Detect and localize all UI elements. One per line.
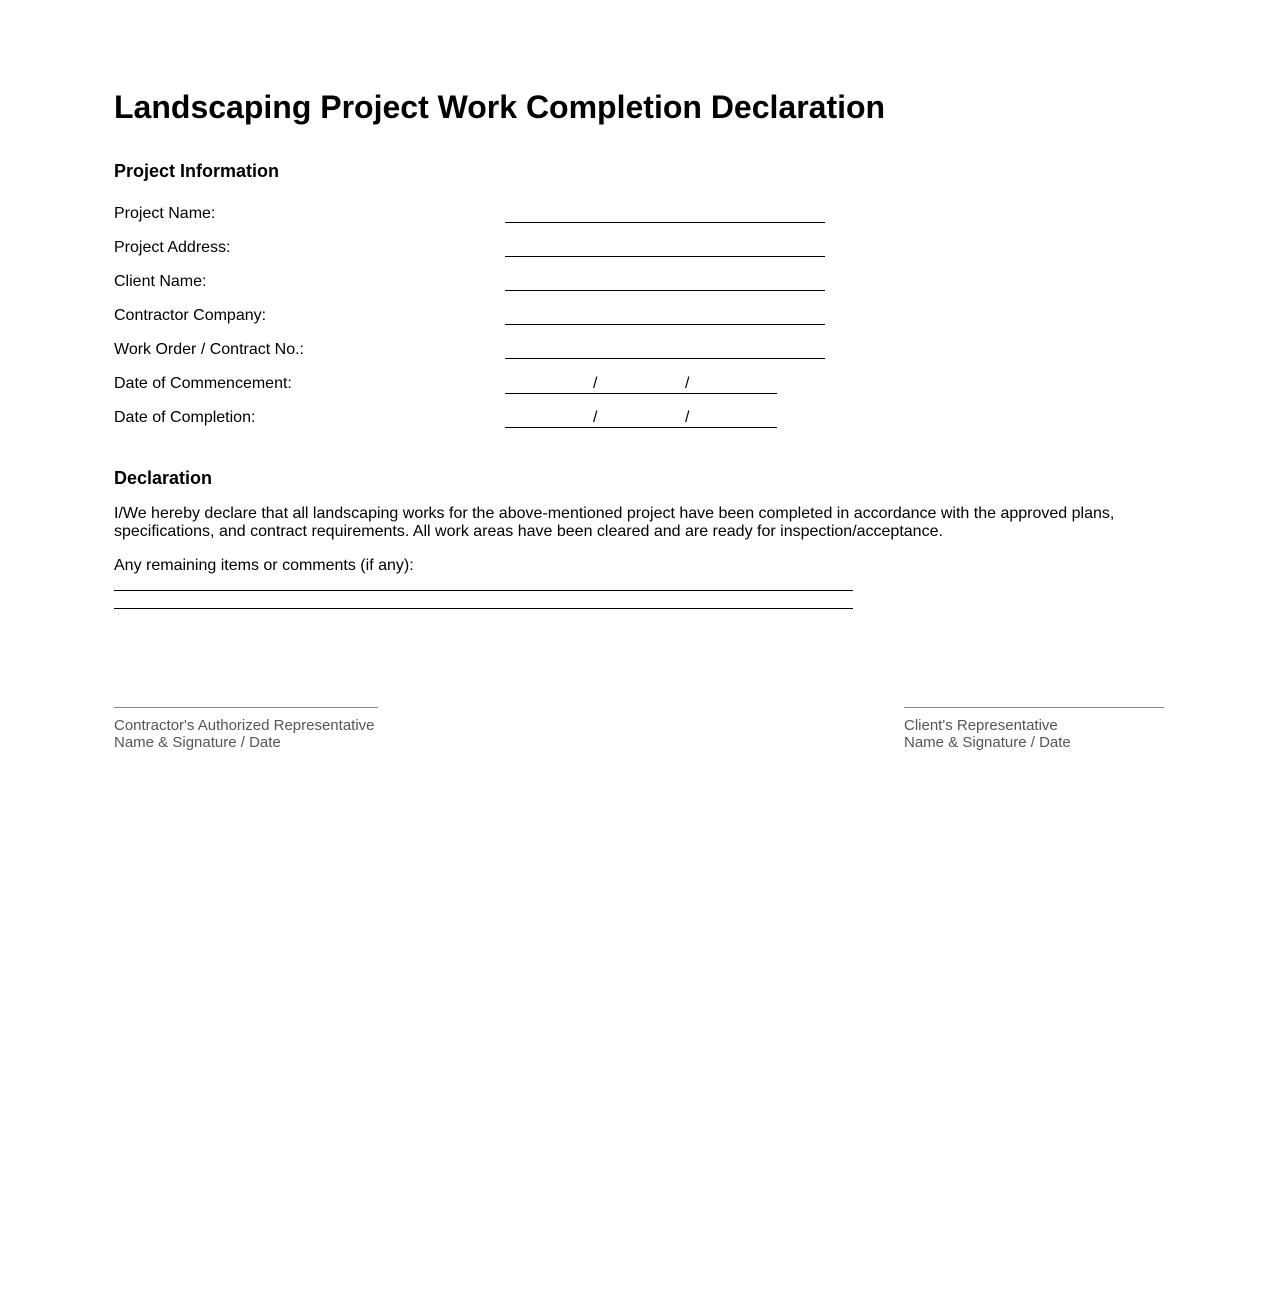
client-signature-block: [904, 707, 1164, 751]
field-work-order: [114, 341, 914, 361]
field-project-name: [114, 205, 914, 225]
work-order-blank[interactable]: [505, 358, 825, 359]
date-completion-blank[interactable]: [505, 409, 777, 428]
field-contractor-company: [114, 307, 914, 327]
declaration-text: I/We hereby declare that all landscaping works for the above-mentioned project have been completed in accordance with the approved plans, specifications, and contract requirements. All work areas have been cleared and are ready for inspection/acceptance.: [114, 505, 1115, 540]
field-label: Client Name:: [114, 273, 207, 290]
client-signature-title: Client's Representative: [904, 717, 1058, 734]
contractor-signature-title: Contractor's Authorized Representative: [114, 717, 375, 734]
client-signature-caption: Name & Signature / Date: [904, 734, 1071, 751]
date-day-blank[interactable]: [505, 409, 593, 428]
field-label: Contractor Company:: [114, 307, 267, 324]
field-label: Project Address:: [114, 239, 231, 256]
contractor-signature-line[interactable]: [114, 707, 378, 708]
date-month-blank[interactable]: [597, 375, 685, 394]
date-separator: /: [685, 409, 690, 426]
document-title: Landscaping Project Work Completion Declaration: [114, 89, 886, 125]
field-label: Date of Commencement:: [114, 375, 292, 392]
comments-line-2[interactable]: [114, 608, 853, 609]
field-label: Date of Completion:: [114, 409, 256, 426]
field-label: Work Order / Contract No.:: [114, 341, 304, 358]
contractor-company-blank[interactable]: [505, 324, 825, 325]
comments-label: Any remaining items or comments (if any):: [114, 557, 414, 574]
date-day-blank[interactable]: [505, 375, 593, 394]
field-project-address: [114, 239, 914, 259]
field-date-commencement: [114, 375, 914, 395]
contractor-signature-block: [114, 707, 378, 751]
date-separator: /: [593, 375, 598, 392]
project-information-heading: Project Information: [114, 161, 280, 181]
date-year-blank[interactable]: [689, 375, 777, 394]
date-year-blank[interactable]: [689, 409, 777, 428]
date-separator: /: [685, 375, 690, 392]
date-commencement-blank[interactable]: [505, 375, 777, 394]
client-name-blank[interactable]: [505, 290, 825, 291]
contractor-signature-caption: Name & Signature / Date: [114, 734, 281, 751]
project-name-blank[interactable]: [505, 222, 825, 223]
field-date-completion: [114, 409, 914, 429]
comments-line-1[interactable]: [114, 590, 853, 591]
client-signature-line[interactable]: [904, 707, 1164, 708]
field-label: Project Name:: [114, 205, 216, 222]
date-separator: /: [593, 409, 598, 426]
declaration-heading: Declaration: [114, 468, 213, 488]
field-client-name: [114, 273, 914, 293]
project-address-blank[interactable]: [505, 256, 825, 257]
date-month-blank[interactable]: [597, 409, 685, 428]
